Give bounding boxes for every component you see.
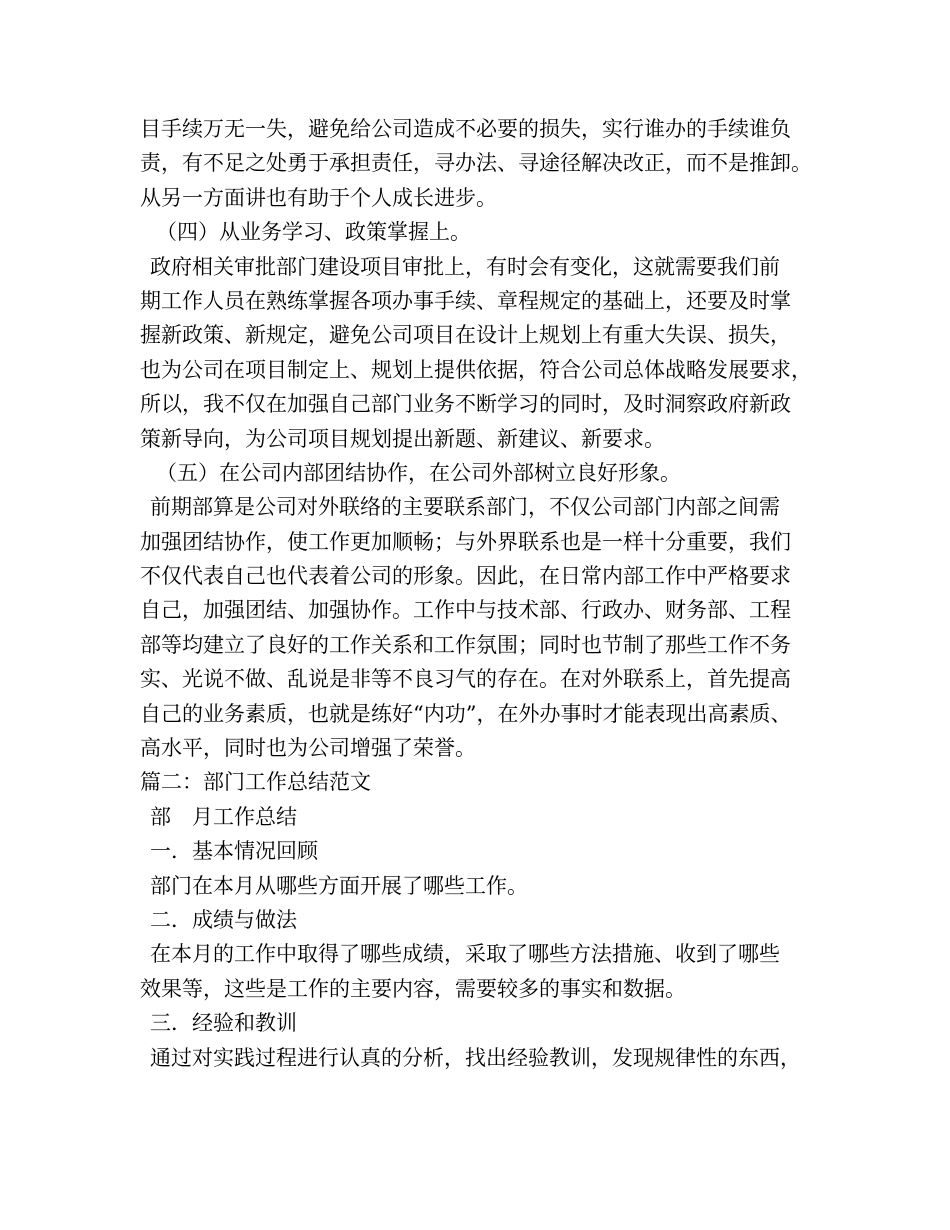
paragraph-line: 从另一方面讲也有助于个人成长进步。	[140, 185, 497, 210]
paragraph-line: 所以，我不仅在加强自己部门业务不断学习的同时，及时洞察政府新政	[140, 392, 791, 417]
paragraph-line: 效果等，这些是工作的主要内容，需要较多的事实和数据。	[140, 976, 686, 1001]
paragraph-line: 不仅代表自己也代表着公司的形象。因此，在日常内部工作中严格要求	[140, 564, 791, 589]
paragraph-line: 目手续万无一失，避免给公司造成不必要的损失，实行谁办的手续谁负	[140, 117, 791, 141]
paragraph-line: 高水平，同时也为公司增强了荣誉。	[140, 736, 476, 761]
paragraph-line: 部门在本月从哪些方面开展了哪些工作。	[150, 873, 528, 898]
paragraph-line: 三．经验和教训	[150, 1011, 297, 1036]
paragraph-line: 策新导向，为公司项目规划提出新题、新建议、新要求。	[140, 426, 665, 451]
paragraph-line: 加强团结协作，使工作更加顺畅；与外界联系也是一样十分重要，我们	[140, 529, 791, 554]
paragraph-line: 部 月工作总结	[150, 804, 297, 829]
paragraph-line: 实、光说不做、乱说是非等不良习气的存在。在对外联系上，首先提高	[140, 667, 791, 692]
document-body	[140, 112, 840, 1075]
paragraph-line: 自己的业务素质，也就是练好“内功”，在外办事时才能表现出高素质、	[140, 701, 792, 726]
paragraph-line: 握新政策、新规定，避免公司项目在设计上规划上有重大失误、损失，	[140, 323, 791, 348]
paragraph-line: 一．基本情况回顾	[150, 839, 318, 864]
paragraph-line: （四）从业务学习、政策掌握上。	[156, 220, 471, 245]
paragraph-line: 政府相关审批部门建设项目审批上，有时会有变化，这就需要我们前	[150, 254, 780, 279]
paragraph-line: 篇二：部门工作总结范文	[140, 770, 371, 795]
paragraph-line: 期工作人员在熟练掌握各项办事手续、章程规定的基础上，还要及时掌	[140, 288, 791, 313]
paragraph-line: 前期部算是公司对外联络的主要联系部门，不仅公司部门内部之间需	[150, 495, 780, 520]
paragraph-line: 自己，加强团结、加强协作。工作中与技术部、行政办、财务部、工程	[140, 598, 791, 623]
paragraph-line: 责，有不足之处勇于承担责任，寻办法、寻途径解决改正，而不是推卸。	[140, 151, 812, 176]
paragraph-line: 部等均建立了良好的工作关系和工作氛围；同时也节制了那些工作不务	[140, 632, 791, 657]
paragraph-line: 通过对实践过程进行认真的分析，找出经验教训，发现规律性的东西，	[150, 1045, 801, 1070]
paragraph-line: （五）在公司内部团结协作，在公司外部树立良好形象。	[156, 460, 681, 485]
paragraph-line: 在本月的工作中取得了哪些成绩，采取了哪些方法措施、收到了哪些	[150, 942, 780, 967]
paragraph-line: 二．成绩与做法	[150, 907, 297, 932]
paragraph-line: 也为公司在项目制定上、规划上提供依据，符合公司总体战略发展要求，	[140, 357, 812, 382]
